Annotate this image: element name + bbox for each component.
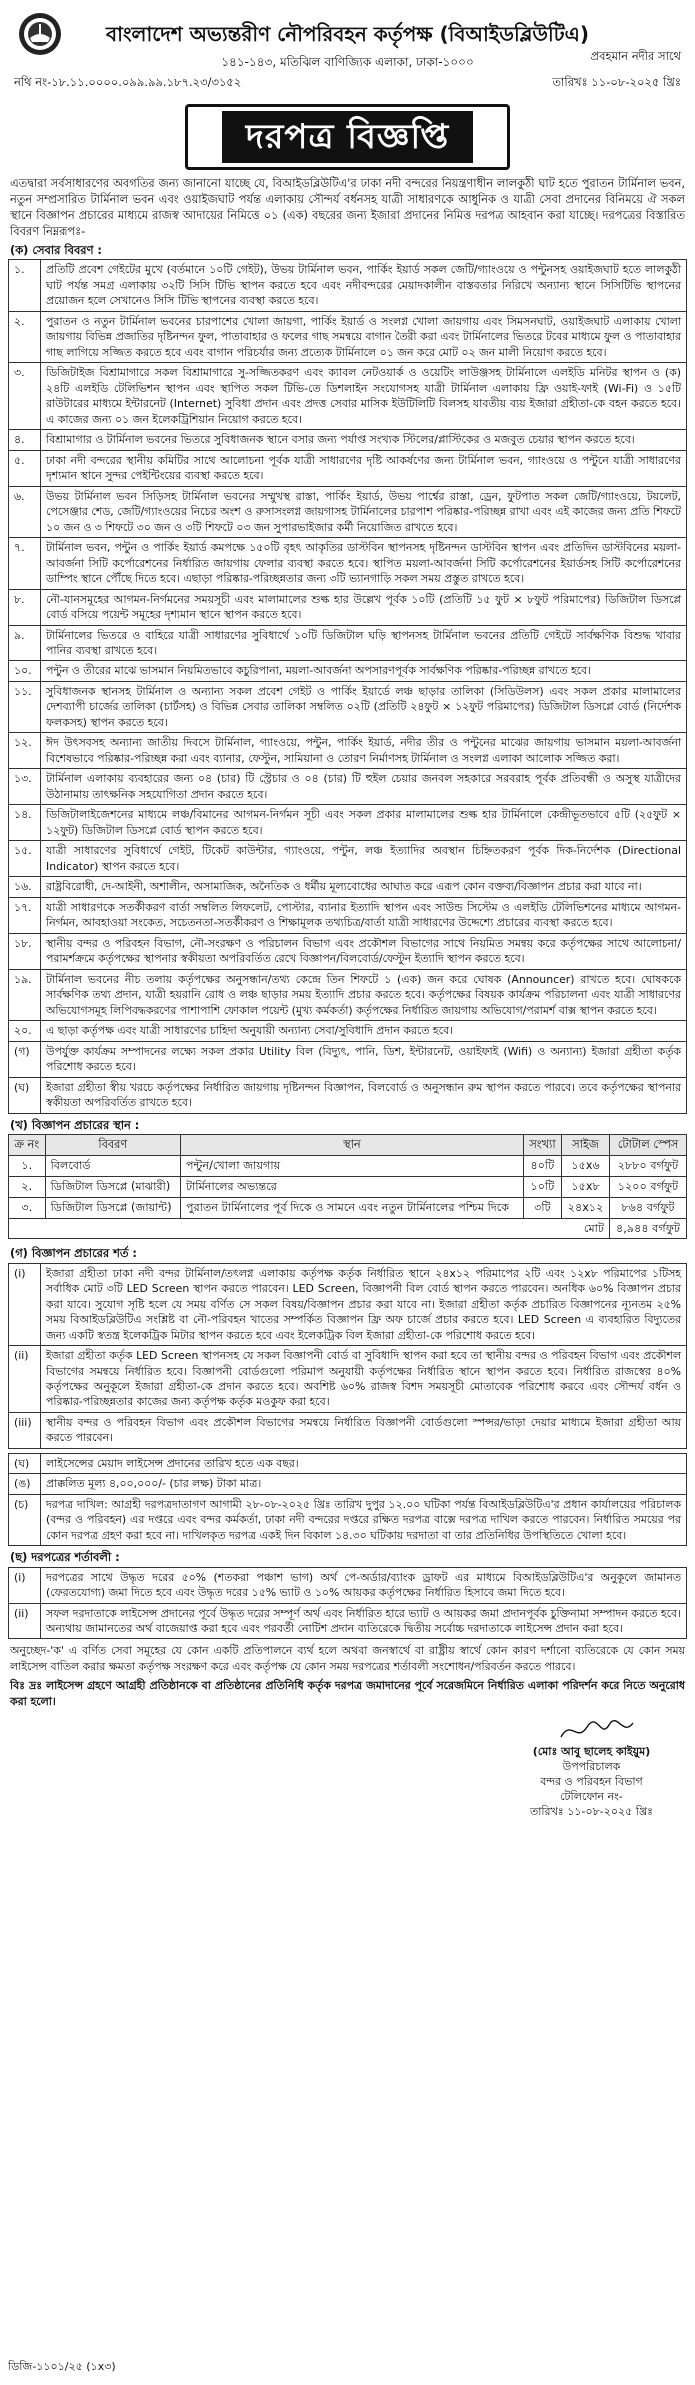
item-text: ডিজিটালাইজেশনের মাধ্যমে লঞ্চ/বিমানের আগমন-নির্গমন সূচী এবং সকল প্রকার মালামালের শুল্ক হার টার্মিনালে কেন্দ্রীভূতভাবে ৫টি (২৫ফুট × ১২ফুট) ডিজিটাল ডিসপ্লে বোর্ড স্থাপন করতে হবে। bbox=[41, 805, 687, 841]
condition-row bbox=[9, 1412, 687, 1448]
ad-table-row bbox=[9, 1155, 687, 1176]
item-number: ৫. bbox=[9, 450, 41, 486]
item-text: এ ছাড়া কর্তৃপক্ষ এবং যাত্রী সাধারণের চাহিদা অনুযায়ী অন্যান্য সেবা/সুবিধাদি প্রদান করতে হবে। bbox=[41, 1021, 687, 1041]
service-row bbox=[9, 486, 687, 537]
item-text: ইজারা গ্রহীতা কর্তৃক LED Screen স্থাপনসহ যে সকল বিজ্ঞাপনী বোর্ড বা সুবিধাদি স্থাপন করা হবে তা স্থানীয় বন্দর ও পরিবহন বিভাগ এবং প্রকৌশল বিভাগের সমন্বয়ে নির্ধারিত হবে। বিজ্ঞাপনী বোর্ডগুলো পরিমাপ অনুযায়ী কর্তৃপক্ষের নির্ধারিত স্থানে স্থাপন করতে হবে। নির্ধারিত রাজস্বের ৪০% কর্তৃপক্ষের অনুকূলে ইজারা গ্রহীতা-কে প্রদান করতে হবে। অবশিষ্ট ৬০% রাজস্ব বিশদ সময়সূচী মোতাবেক পরিশোধ করবে এবং সৌন্দর্য বর্ধন ও পরিষ্কার-পরিচ্ছন্নতার কাজের জন্য কর্তৃপক্ষ কর্তৃক মওকুফ করা হবে। bbox=[41, 1346, 687, 1413]
item-text: টার্মিনাল এলাকায় ব্যবহারের জন্য ০৪ (চার) টি স্ট্রেচার ও ০৪ (চার) টি হুইল চেয়ার জনবল সহকারে সরবরাহ পূর্বক প্রতিবন্ধী ও অসুস্থ যাত্রীদের উঠানামায় তাৎক্ষনিক সহযোগিতা প্রদান করতে হবে। bbox=[41, 769, 687, 805]
utility-note-row bbox=[9, 1041, 687, 1077]
item-number: (iii) bbox=[9, 1412, 41, 1448]
organization-motto: প্রবহমান নদীর সাথে bbox=[590, 49, 681, 63]
terms-table bbox=[8, 1567, 687, 1640]
misc-table bbox=[8, 1453, 687, 1546]
organization-name: বাংলাদেশ অভ্যন্তরীণ নৌপরিবহন কর্তৃপক্ষ (বিআইডব্লিউটিএ) bbox=[106, 22, 589, 46]
ad-table-row bbox=[9, 1176, 687, 1197]
section-ka-heading: (ক) সেবার বিবরণ : bbox=[10, 243, 102, 258]
service-row bbox=[9, 897, 687, 933]
item-text: প্রতিটি প্রবেশ গেইটের মুখে (বর্তমানে ১০টি গেইট), উভয় টার্মিনাল ভবন, পার্কিং ইয়ার্ড সকল জেটি/গ্যাংওয়ে ও পন্টুনসহ ওয়াইজঘাট হতে লালকুঠী ঘাট পর্যন্ত সমগ্র এলাকায় ৩২টি সিসি টিভি স্থাপন করতে হবে এবং নদীবন্দরের মেয়াদকালীন বাস্তবতার নিরিখে অন্যান্য স্থানে সিসিটিভি স্থাপনের প্রয়োজন হলে সেখানেও সিসি টিভি স্থাপনের ব্যবস্থা করতে হবে। bbox=[41, 260, 687, 311]
item-number: ২. bbox=[9, 311, 41, 362]
condition-row bbox=[9, 1346, 687, 1413]
item-text: নৌ-যানসমূহের আগমন-নির্গমনের সময়সূচী এবং মালামালের শুল্ক হার উল্লেখ পূর্বক ১০টি (প্রতিটি ১৫ ফুট × ৮ফুট পরিমাপের) ডিজিটাল ডিসপ্লে বোর্ড বসিয়ে পয়েন্ট সমূহের দৃশ্যমান স্থানে স্থাপন করতে হবে। bbox=[41, 589, 687, 625]
ad-table-cell: ৩. bbox=[9, 1197, 46, 1218]
item-number: ১. bbox=[9, 260, 41, 311]
service-row bbox=[9, 933, 687, 969]
term-row bbox=[9, 1603, 687, 1639]
signatory bbox=[530, 1745, 653, 1819]
item-text: লাইসেন্সের মেয়াদ লাইসেন্স প্রদানের তারিখ হতে এক বছর। bbox=[41, 1453, 687, 1473]
item-number: ৯. bbox=[9, 625, 41, 661]
signature-block bbox=[8, 1713, 687, 1823]
item-text: ডিজিটাইজ বিশ্রামাগারে সকল বিশ্রামাগারে সু-সজ্জিতকরণ এবং ক্যাবল নেটওয়ার্ক ও ওয়েটিং লাউঞ্জসহ টার্মিনালে এলইডি মনিটর স্থাপন ও (ক) ২৪টি এলইডি টেলিভিশন স্থাপন এবং স্থাপিত সকল টিভি-তে ডিশলাইন সংযোগসহ যাত্রী টার্মিনাল এলাকায় ফ্রি ওয়াই-ফাই (Wi-Fi) ও ১৫টি রাউটারের মাধ্যমে ইন্টারনেট (Internet) সুবিধা প্রদান এবং প্রদত্ত সেবার মাসিক ইউটিলিটি বিলসহ যাবতীয় ব্যয় ইজারা গ্রহীতা-কে বহন করতে হবে। এ কাজের জন্য ০১ জন ইলেকট্রিশিয়ান নিয়োগ করতে হবে। bbox=[41, 363, 687, 430]
ad-table-header: সংখ্যা bbox=[523, 1134, 561, 1155]
item-text: স্থানীয় বন্দর ও পরিবহন বিভাগ, নৌ-সংরক্ষণ ও পরিচালন বিভাগ এবং প্রকৌশল বিভাগের সাথে নিয়মিত সমন্বয় করে কর্তৃপক্ষের সাথে আলোচনা/পরামর্শক্রমে কর্তৃপক্ষের স্থাপনার স্বকীয়তা অপরিবর্তিত রেখে বিজ্ঞাপন/বিলবোর্ড/ফেস্টুন ইত্যাদি স্থাপন করতে হবে। bbox=[41, 933, 687, 969]
ad-table-cell: টার্মিনালের অভ্যন্তরে bbox=[181, 1176, 524, 1197]
item-number: ১৩. bbox=[9, 769, 41, 805]
ad-table-cell: ২৪x১২ bbox=[562, 1197, 610, 1218]
service-row bbox=[9, 1021, 687, 1041]
signatory-department: বন্দর ও পরিবহন বিভাগ bbox=[540, 1775, 643, 1789]
signatory-designation: উপপরিচালক bbox=[562, 1760, 621, 1774]
total-value: ৪,৯৪৪ বর্গফুট bbox=[610, 1218, 687, 1239]
title-banner bbox=[8, 104, 687, 170]
signatory-phone: টেলিফোন নং- bbox=[560, 1789, 623, 1803]
item-number: ২০. bbox=[9, 1021, 41, 1041]
item-number: (ii) bbox=[9, 1603, 41, 1639]
item-text: দরপত্র দাখিল: আগ্রহী দরপত্রদাতাগণ আগামী ২৮-০৮-২০২৫ খ্রিঃ তারিখ দুপুর ১২.০০ ঘটিকা পর্যন্ত বিআইডব্লিউটিএ'র প্রধান কার্যালয়ের পরিচালক (বন্দর ও পরিবহন) এর দপ্তরে এবং বন্দর কর্মকর্তা, ঢাকা নদী বন্দরের দপ্তরে রক্ষিত দরপত্র বাক্সে দরপত্র দাখিল করতে পারবেন। নির্ধারিত সময়ের পর কোন দরপত্র গ্রহণ করা হবে না। দাখিলকৃত দরপত্র একই দিন বিকাল ১৪.৩০ ঘটিকায় দরদাতা বা তার প্রতিনিধির উপস্থিতিতে খোলা হবে। bbox=[41, 1494, 687, 1545]
service-row bbox=[9, 538, 687, 589]
ad-table-cell: ডিজিটাল ডিসপ্লে (জায়ান্ট) bbox=[45, 1197, 180, 1218]
service-row bbox=[9, 625, 687, 661]
item-number: ৮. bbox=[9, 589, 41, 625]
item-number: (i) bbox=[9, 1567, 41, 1603]
ad-table-row bbox=[9, 1197, 687, 1218]
service-row bbox=[9, 661, 687, 681]
item-text: দরপত্রের সাথে উদ্ধৃত দরের ৫০% (শতকরা পঞ্চাশ ভাগ) অর্থ পে-অর্ডার/ব্যাংক ড্রাফট এর মাধ্যমে বিআইডব্লিউটিএ'র অনুকূলে জামানত (ফেরতযোগ্য) জমা দিতে হবে এবং উদ্ধৃত দরের ১৫% ভ্যাট ও ১০% আয়কর কর্তৃপক্ষের নির্ধারিত হিসাবে জমা দিতে হবে। bbox=[41, 1567, 687, 1603]
ad-table-cell: ১৫x৮ bbox=[562, 1176, 610, 1197]
signature-date: তারিখঃ ১১-০৮-২০২৫ খ্রিঃ bbox=[529, 1804, 653, 1818]
item-text: পন্টুন ও তীরের মাঝে ভাসমান নিয়মিতভাবে কচুরিপানা, ময়লা-আবর্জনা অপসারণপূর্বক সার্বক্ষণিক পরিষ্কার-পরিচ্ছন্ন রাখতে হবে। bbox=[41, 661, 687, 681]
ad-table-cell: ২. bbox=[9, 1176, 46, 1197]
ad-table-cell: ডিজিটাল ডিসপ্লে (মাঝারী) bbox=[45, 1176, 180, 1197]
utility-notes-table bbox=[8, 1041, 687, 1114]
ad-table-cell: ২৮৮০ বর্গফুট bbox=[610, 1155, 687, 1176]
ad-table-cell: ১০টি bbox=[523, 1176, 561, 1197]
service-row bbox=[9, 733, 687, 769]
item-text: সফল দরদাতাকে লাইসেন্স প্রদানের পূর্বে উদ্ধৃত দরের সম্পূর্ণ অর্থ এবং নির্ধারিত হারে ভ্যাট ও আয়কর জমা প্রদানপূর্বক চুক্তিনামা সম্পাদন করতে হবে। অন্যথায় জামানতের অর্থ বাজেয়াপ্ত করা হবে এবং পরবর্তী নোটিশ প্রদান ব্যতিরেকে দ্বিতীয় সর্বোচ্চ দরদাতাকে লাইসেন্স প্রদান করা হবে। bbox=[41, 1603, 687, 1639]
conditions-table bbox=[8, 1263, 687, 1449]
item-text: টার্মিনালের ভিতরে ও বাহিরে যাত্রী সাধারণের সুবিধার্থে ১০টি ডিজিটাল ঘড়ি স্থাপনসহ টার্মিনাল ভবনের প্রতিটি গেইটে সার্বক্ষণিক বিশুদ্ধ খাবার পানির ব্যবস্থা রাখতে হবে। bbox=[41, 625, 687, 661]
item-number: ১৫. bbox=[9, 841, 41, 877]
service-row bbox=[9, 841, 687, 877]
item-text: প্রাক্কলিত মূল্য ৪,০০,০০০/- (চার লক্ষ) টাকা মাত্র। bbox=[41, 1474, 687, 1494]
misc-row bbox=[9, 1453, 687, 1473]
item-text: যাত্রী সাধারণকে সতর্কীকরণ বার্তা সম্বলিত লিফলেট, পোস্টার, ব্যানার ইত্যাদি স্থাপন এবং সাউন্ড সিস্টেম ও এলইডি টেলিভিশনের মাধ্যমে আগমন-নির্গমন, আবহাওয়া সংকেত, সচেতনতা-সতর্কীকরণ ও শিক্ষামূলক তথ্যচিত্র/বার্তা যাত্রী সাধারণের উদ্দেশ্যে প্রচারের ব্যবস্থা করতে হবে। bbox=[41, 897, 687, 933]
item-text: ইজারা গ্রহীতা ঢাকা নদী বন্দর টার্মিনাল/তৎলগ্ন এলাকায় কর্তৃপক্ষ কর্তৃক নির্ধারিত স্থানে ২৪x১২ পরিমাপের ২টি এবং ১২x৮ পরিমাপের ১টিসহ সর্বাধিক মোট ৩টি LED Screen স্থাপন করতে পারবেন। LED Screen, বিজ্ঞাপনী বিল বোর্ড স্থাপন করতে পারবেন। অনধিক ৬০% বিজ্ঞাপন প্রচার করা যাবে। সুযোগ সৃষ্টি হলে যে সময় বর্ণিত সে সকল বিষয়/বিজ্ঞাপন প্রচার করা যাবে না। ইজারা গ্রহীতা কর্তৃক প্রচারিত বিজ্ঞাপনের ন্যূনতম ২৫% সময় বিআইডব্লিউটিএ সংশ্লিষ্ট বা নৌ-পরিবহন খাতের সম্পর্কিত বিজ্ঞাপন ফ্রি অফ চার্জে প্রচার করতে হবে। LED Screen এ ব্যবহারিত বিদ্যুতের জন্য একটি স্বতন্ত্র ইলেকট্রিক মিটার স্থাপন করতে হবে এবং ইলেকট্রিক বিল ইজারা গ্রহীতা-কে পরিশোধ করতে হবে। bbox=[41, 1263, 687, 1345]
item-number: (ঙ) bbox=[9, 1474, 41, 1494]
service-row bbox=[9, 589, 687, 625]
item-number: ৬. bbox=[9, 486, 41, 537]
service-row bbox=[9, 769, 687, 805]
ad-table-header: স্থান bbox=[181, 1134, 524, 1155]
item-text: টার্মিনাল ভবন, পন্টুন ও পার্কিং ইয়ার্ড কমপক্ষে ১৫০টি বৃহৎ আকৃতির ডাস্টবিন স্থাপনসহ দৃষ্টিনন্দন ডাস্টবিন স্থাপন এবং প্রতিদিন ডাস্টবিনের ময়লা-আবর্জনা সিটি কর্পোরেশনের নির্ধারিত জায়গায় ফেলার ব্যবস্থা করতে হবে। স্থাপিত ময়লা-আবর্জনা সিটি কর্পোরেশনের ইয়ার্ডসহ সিটি কর্পোরেশনের ডাম্পিং স্থানে পৌঁছে দিতে হবে। এছাড়া পরিষ্কার-পরিচ্ছন্নতার জন্য ৩টি ভ্যানগাড়ি সকল সময় প্রস্তুত রাখতে হবে। bbox=[41, 538, 687, 589]
ad-table-cell: ৪০টি bbox=[523, 1155, 561, 1176]
ad-table-cell: পুরাতন টার্মিনালের পূর্ব দিকে ও সামনে এবং নতুন টার্মিনালের পশ্চিম দিকে bbox=[181, 1197, 524, 1218]
item-number: ১১. bbox=[9, 681, 41, 732]
service-row bbox=[9, 430, 687, 450]
item-text: বিশ্রামাগার ও টার্মিনাল ভবনের ভিতরে সুবিধাজনক স্থানে বসার জন্য পর্যাপ্ত সংখ্যক স্টিলের/প্লাস্টিকের ও মজবুত চেয়ার স্থাপন করতে হবে। bbox=[41, 430, 687, 450]
item-text: ঈদ উৎসবসহ অন্যান্য জাতীয় দিবসে টার্মিনাল, গ্যাংওয়ে, পন্টুন, পার্কিং ইয়ার্ড, নদীর তীর ও পন্টুনের মাঝের জায়গায় ভাসমান ময়লা-আবর্জনা বিশেষভাবে পরিষ্কার-পরিচ্ছন্ন করা এবং ব্যানার, ফেস্টুন, সামিয়ানা ও তোরণ নির্মাণসহ টার্মিনাল ও সংলগ্ন এলাকা আলোক সজ্জিত করা। bbox=[41, 733, 687, 769]
ad-table-header: বিবরণ bbox=[45, 1134, 180, 1155]
item-number: (i) bbox=[9, 1263, 41, 1345]
section-kha-heading: (খ) বিজ্ঞাপন প্রচারের স্থান : bbox=[10, 1117, 140, 1132]
item-number: ৭. bbox=[9, 538, 41, 589]
service-row bbox=[9, 969, 687, 1020]
service-row bbox=[9, 311, 687, 362]
issue-date: তারিখঃ ১১-০৮-২০২৫ খ্রিঃ bbox=[552, 75, 681, 89]
ad-table-header: ক্র নং bbox=[9, 1134, 46, 1155]
ad-table-header: সাইজ bbox=[562, 1134, 610, 1155]
item-text: যাত্রী সাধারণের সুবিধার্থে গেইট, টিকেট কাউন্টার, গ্যাংওয়ে, পন্টুন, লঞ্চ ইত্যাদির অবস্থান চিহ্নিতকরণ পূর্বক দিক-নির্দেশক (Directional Indicator) স্থাপন করতে হবে। bbox=[41, 841, 687, 877]
condition-row bbox=[9, 1263, 687, 1345]
item-number: ১৪. bbox=[9, 805, 41, 841]
item-text: পুরাতন ও নতুন টার্মিনাল ভবনের চারপাশের খোলা জায়গা, পার্কিং ইয়ার্ড ও সংলগ্ন খোলা জায়গায় এবং সিমসনঘাট, ওয়াইজঘাট এলাকায় খোলা জায়গায় বিভিন্ন প্রজাতির দৃষ্টিনন্দন ফুল, পাতাবাহার ও ফলের গাছ সমন্বয়ে বাগান তৈরী করা এবং টার্মিনালের ভিতরে টবের মাধ্যমে ফুল ও পাতাবাহার গাছ লাগিয়ে সজ্জিত করতে হবে এবং বাগান পরিচর্যার জন্য প্রত্যেক টার্মিনালে ০১ জন করে মোট ০২ জন মালী নিয়োগ করতে হবে। bbox=[41, 311, 687, 362]
item-number: ১৭. bbox=[9, 897, 41, 933]
service-row bbox=[9, 681, 687, 732]
special-note: বিঃ দ্রঃ লাইসেন্স গ্রহণে আগ্রহী প্রতিষ্ঠানকে বা প্রতিষ্ঠানের প্রতিনিধি কর্তৃক দরপত্র জমাদানের পূর্বে সরেজমিনে নির্ধারিত এলাকা পরিদর্শন করে নিতে অনুরোধ করা হলো। bbox=[10, 1679, 685, 1708]
service-row bbox=[9, 805, 687, 841]
intro-paragraph: এতদ্বারা সর্বসাধারণের অবগতির জন্য জানানো যাচ্ছে যে, বিআইডব্লিউটিএ'র ঢাকা নদী বন্দরের নিয়ন্ত্রণাধীন লালকুঠী ঘাট হতে পুরাতন টার্মিনাল ভবন, নতুন সম্প্রসারিত টার্মিনাল ভবন এবং ওয়াইজঘাট পর্যন্ত এলাকায় সৌন্দর্য বর্ধনসহ যাত্রী সাধারণকে আধুনিক ও যাত্রী সেবা প্রদানের বিনিময়ে ঐ সকল স্থানে বিজ্ঞাপন প্রচারের মাধ্যমে রাজস্ব আদায়ের নিমিত্তে ০১ (এক) বছরের জন্য ইজারা প্রদানের নিমিত্ত দরপত্র আহবান করা যাচ্ছে। দরপত্রের বিস্তারিত বিবরণ নিম্নরূপঃ- bbox=[10, 176, 685, 239]
organization-address: ১৪১-১৪৩, মতিঝিল বাণিজ্যিক এলাকা, ঢাকা-১০০০ bbox=[221, 55, 474, 69]
cancellation-note: অনুচ্ছেদ-'ক' এ বর্ণিত সেবা সমূহের যে কোন একটি প্রতিপালনে ব্যর্থ হলে অথবা জনস্বার্থে বা রাষ্ট্রীয় স্বার্থে কোন কারণ দর্শানো ব্যতিরেকে যে কোন সময় লাইসেন্স বাতিল করার ক্ষমতা কর্তৃপক্ষ সংরক্ষণ করে এবং কর্তৃপক্ষ যে কোন সময় দরপত্রের শর্তাবলী সংশোধন/পরিবর্তন করতে পারবে। bbox=[10, 1644, 685, 1673]
footer-code: ডিজি-১১০১/২৫ (১x৩) bbox=[8, 2360, 116, 2374]
item-number: ৪. bbox=[9, 430, 41, 450]
item-text: স্থানীয় বন্দর ও পরিবহন বিভাগ এবং প্রকৌশল বিভাগের সমন্বয়ে নির্ধারিত বিজ্ঞাপনী বোর্ডগুলো স্পন্সর/ভাড়া দেয়ার মাধ্যমে ইজারা গ্রহীতা আয় করতে পারবেন। bbox=[41, 1412, 687, 1448]
item-number: (ii) bbox=[9, 1346, 41, 1413]
item-number: ১৬. bbox=[9, 877, 41, 897]
item-number: (ঘ) bbox=[9, 1453, 41, 1473]
ad-table-cell: ১৫x৬ bbox=[562, 1155, 610, 1176]
services-table bbox=[8, 259, 687, 1041]
ad-locations-table bbox=[8, 1134, 687, 1240]
item-number: ১৯. bbox=[9, 969, 41, 1020]
ad-table-cell: পন্টুন/খোলা জায়গায় bbox=[181, 1155, 524, 1176]
item-number: ১০. bbox=[9, 661, 41, 681]
item-text: সুবিধাজনক স্থানসহ টার্মিনাল ও অন্যান্য সকল প্রবেশ গেইট ও পার্কিং ইয়ার্ডে লঞ্চ ছাড়ার তালিকা (সিডিউলস) এবং সকল প্রকার মালামালের দেশব্যাপী চার্জের তালিকা (চার্টসহ) ও বিভিন্ন সেবার তালিকা সম্বলিত ০২টি (প্রতিটি ২৪ফুট × ১২ফুট পরিমাপের) ডিজিটাল ডিসপ্লে বোর্ড (নির্দেশক ফলকসহ) স্থাপন করতে হবে। bbox=[41, 681, 687, 732]
ad-table-cell: ১২০০ বর্গফুট bbox=[610, 1176, 687, 1197]
section-ga-heading: (গ) বিজ্ঞাপন প্রচারের শর্ত : bbox=[10, 1246, 137, 1261]
ad-table-cell: ১. bbox=[9, 1155, 46, 1176]
service-row bbox=[9, 363, 687, 430]
misc-row bbox=[9, 1494, 687, 1545]
service-row bbox=[9, 877, 687, 897]
section-chha-heading: (ছ) দরপত্রের শর্তাবলী : bbox=[10, 1550, 120, 1565]
item-text: ইজারা গ্রহীতা স্বীয় খরচে কর্তৃপক্ষের নির্ধারিত জায়গায় দৃষ্টিনন্দন বিজ্ঞাপন, বিলবোর্ড ও অনুসন্ধান রুম স্থাপন করতে পারবে। তবে কর্তৃপক্ষের স্থাপনার স্বকীয়তা অপরিবর্তিত রাখতে হবে। bbox=[41, 1077, 687, 1113]
total-label: মোট bbox=[9, 1218, 610, 1239]
item-text: উভয় টার্মিনাল ভবন সিড়িসহ টার্মিনাল ভবনের সম্মুখস্থ রাস্তা, পার্কিং ইয়ার্ড, উভয় পার্শ্বের রাস্তা, ড্রেন, ফুটপাত সকল জেটি/গ্যাংওয়ে, টয়লেট, পেসেঞ্জার শেড, জেটি/গ্যাংওয়ের নিচের অংশ ও রুসাসংলগ্ন জায়গাসহ টার্মিনালের চারপাশ পরিষ্কার-পরিচ্ছন্ন রাখা এবং এই কাজের জন্য প্রতি শিফটে ১০ জন ও ৩ শিফটে ৩০ জন ও ৩টি শিফটে ০৩ জন সুপারভাইজার কর্মী নিয়োজিত রাখতে হবে। bbox=[41, 486, 687, 537]
item-text: রাষ্ট্রবিরোধী, দে-আইনী, অশালীন, অসামাজিক, অনৈতিক ও ধর্মীয় মূল্যবোধের আঘাত করে এরূপ কোন বক্তব্য/বিজ্ঞাপন প্রচার করা যাবে না। bbox=[41, 877, 687, 897]
memo-number: নথি নং-১৮.১১.০০০০.০৯৯.৯৯.১৮৭.২৩/৩১৫২ bbox=[14, 75, 242, 89]
ad-table-cell: বিলবোর্ড bbox=[45, 1155, 180, 1176]
letterhead bbox=[8, 8, 687, 96]
item-number: ৩. bbox=[9, 363, 41, 430]
utility-note-row bbox=[9, 1077, 687, 1113]
signatory-name: (মোঃ আবু ছালেহ কাইয়ুম) bbox=[532, 1745, 651, 1759]
term-row bbox=[9, 1567, 687, 1603]
item-number: (ঘ) bbox=[9, 1077, 41, 1113]
item-text: ঢাকা নদী বন্দরের স্থানীয় কমিটির সাথে আলোচনা পূর্বক যাত্রী সাধারণের দৃষ্টি আকর্ষণের জন্য টার্মিনাল ভবন, গ্যাংওয়ে ও পন্টুনে যাত্রী সাধারণের দৃশ্যমান স্থানে সুন্দর পেইন্টিংয়ের ব্যবস্থা করতে হবে। bbox=[41, 450, 687, 486]
notice-title: দরপত্র বিজ্ঞপ্তি bbox=[222, 111, 473, 163]
item-number: ১২. bbox=[9, 733, 41, 769]
item-text: উপর্যুক্ত কার্যক্রম সম্পাদনের লক্ষ্যে সকল প্রকার Utility বিল (বিদ্যুৎ, পানি, ডিশ, ইন্টারনেট, ওয়াইফাই (Wifi) ও অন্যান্য) ইজারা গ্রহীতা কর্তৃক পরিশোধ করতে হবে। bbox=[41, 1041, 687, 1077]
service-row bbox=[9, 260, 687, 311]
ad-table-header: টোটাল স্পেস bbox=[610, 1134, 687, 1155]
item-text: টার্মিনাল ভবনের নীচ তলায় কর্তৃপক্ষের অনুসন্ধান/তথ্য কেন্দ্রে তিন শিফটে ১ (এক) জন করে ঘোষক (Announcer) রাখতে হবে। ঘোষককে সার্বক্ষণিক তথ্য প্রদান, যাত্রী হয়রানি রোধ ও লঞ্চ ছাড়ার সময় ইত্যাদি প্রচার করতে হবে। কর্তৃপক্ষের বিষয়ক কার্যক্রম পরিচালনা এবং যাত্রী সাধারণের অভিযোগসমূহ লিপিবদ্ধকরণের পাশাপাশি ফোকাল পয়েন্ট (মুখ্য কর্মকর্তা) কর্তৃপক্ষের নির্ধারিত জায়গায় অভিযোগ/পরামর্শ বাক্স স্থাপন করতে হবে। bbox=[41, 969, 687, 1020]
service-row bbox=[9, 450, 687, 486]
ad-table-cell: ৩টি bbox=[523, 1197, 561, 1218]
item-number: (চ) bbox=[9, 1494, 41, 1545]
item-number: (গ) bbox=[9, 1041, 41, 1077]
item-number: ১৮. bbox=[9, 933, 41, 969]
ad-table-cell: ৮৬৪ বর্গফুট bbox=[610, 1197, 687, 1218]
signature-icon bbox=[557, 1715, 637, 1745]
misc-row bbox=[9, 1474, 687, 1494]
